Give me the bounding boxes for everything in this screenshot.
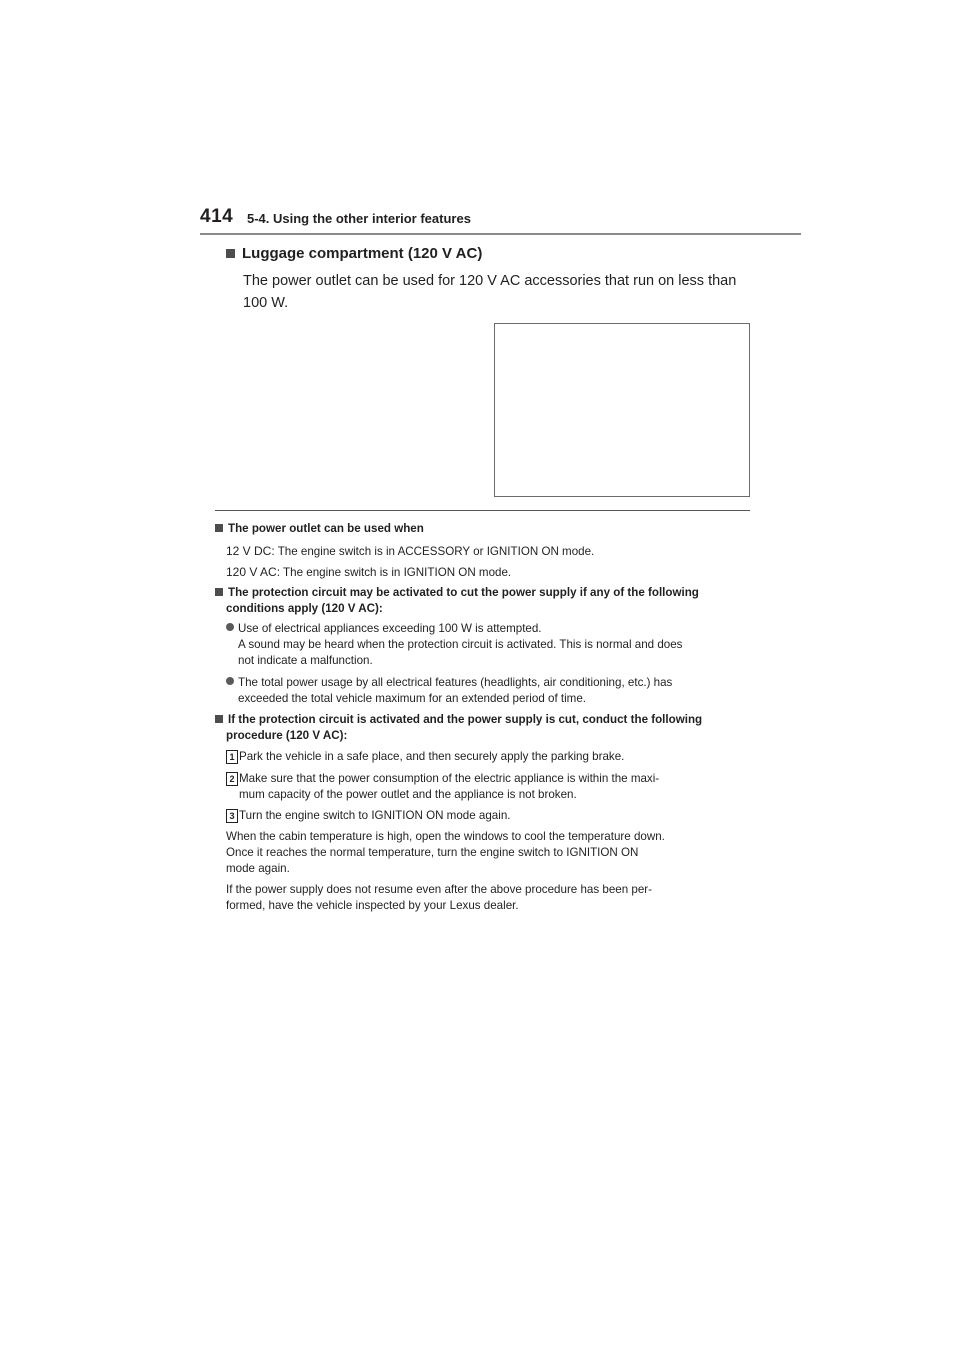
square-bullet-icon (215, 524, 223, 532)
note-protection-heading (215, 585, 755, 617)
step-number-badge: 1 (226, 750, 238, 764)
square-bullet-icon (226, 249, 235, 258)
bullet2-line1: The total power usage by all electrical features (headlights, air conditioning, etc.) has (238, 676, 673, 689)
step-1-text: Park the vehicle in a safe place, and then securely apply the parking brake. (239, 750, 625, 763)
dc-text: The engine switch is in ACCESSORY or IGNITION ON mode. (274, 545, 595, 558)
round-bullet-icon (226, 677, 234, 685)
para1-line1: When the cabin temperature is high, open the windows to cool the temperature down. (226, 830, 665, 843)
round-bullet-icon (226, 623, 234, 631)
step-2-line1: Make sure that the power consumption of the electric appliance is within the maxi- (239, 772, 660, 785)
ac-label: 120 V AC: (226, 565, 281, 579)
note-procedure-heading (215, 712, 755, 744)
square-bullet-icon (215, 588, 223, 596)
protection-bullet-2 (226, 675, 754, 707)
procedure-step-2 (226, 771, 754, 805)
section-title: 5-4. Using the other interior features (247, 211, 471, 226)
page-number: 414 (200, 206, 234, 227)
bullet1-line2: A sound may be heard when the protection circuit is activated. This is normal and does (238, 638, 683, 651)
step-3-text: Turn the engine switch to IGNITION ON mode again. (239, 809, 511, 822)
bullet1-line3: not indicate a malfunction. (238, 654, 373, 667)
step-number-badge: 3 (226, 809, 238, 823)
procedure-heading-line2: procedure (120 V AC): (226, 729, 348, 742)
protection-heading-line2: conditions apply (120 V AC): (226, 602, 383, 615)
step-number-badge: 2 (226, 772, 238, 786)
illustration-frame (494, 323, 750, 497)
ac-text: The engine switch is in IGNITION ON mode. (280, 566, 512, 579)
square-bullet-icon (215, 715, 223, 723)
para1-line3: mode again. (226, 862, 290, 875)
procedure-step-1 (226, 749, 754, 765)
procedure-paragraph-2 (226, 882, 748, 914)
luggage-heading-text: Luggage compartment (120 V AC) (242, 245, 483, 262)
procedure-step-3 (226, 808, 754, 824)
procedure-paragraph-1 (226, 829, 748, 877)
luggage-heading (226, 245, 482, 262)
para1-line2: Once it reaches the normal temperature, turn the engine switch to IGNITION ON (226, 846, 639, 859)
bullet1-line1: Use of electrical appliances exceeding 100 W is attempted. (238, 622, 542, 635)
para2-line2: formed, have the vehicle inspected by your Lexus dealer. (226, 899, 519, 912)
dc-label: 12 V DC: (226, 544, 275, 558)
note-usable-heading-text: The power outlet can be used when (228, 522, 424, 535)
notes-divider (215, 510, 750, 511)
para2-line1: If the power supply does not resume even after the above procedure has been per- (226, 883, 653, 896)
header-divider (200, 233, 801, 235)
step-2-line2: mum capacity of the power outlet and the appliance is not broken. (239, 788, 577, 801)
protection-bullet-1 (226, 621, 754, 669)
protection-heading-line1: The protection circuit may be activated to cut the power supply if any of the following (228, 586, 699, 599)
note-usable-heading (215, 521, 424, 537)
procedure-heading-line1: If the protection circuit is activated and the power supply is cut, conduct the following (228, 713, 703, 726)
luggage-body: The power outlet can be used for 120 V AC accessories that run on less than 100 W. (243, 273, 737, 311)
bullet2-line2: exceeded the total vehicle maximum for an extended period of time. (238, 692, 587, 705)
note-usable-ac (226, 564, 511, 581)
note-usable-dc (226, 543, 594, 560)
